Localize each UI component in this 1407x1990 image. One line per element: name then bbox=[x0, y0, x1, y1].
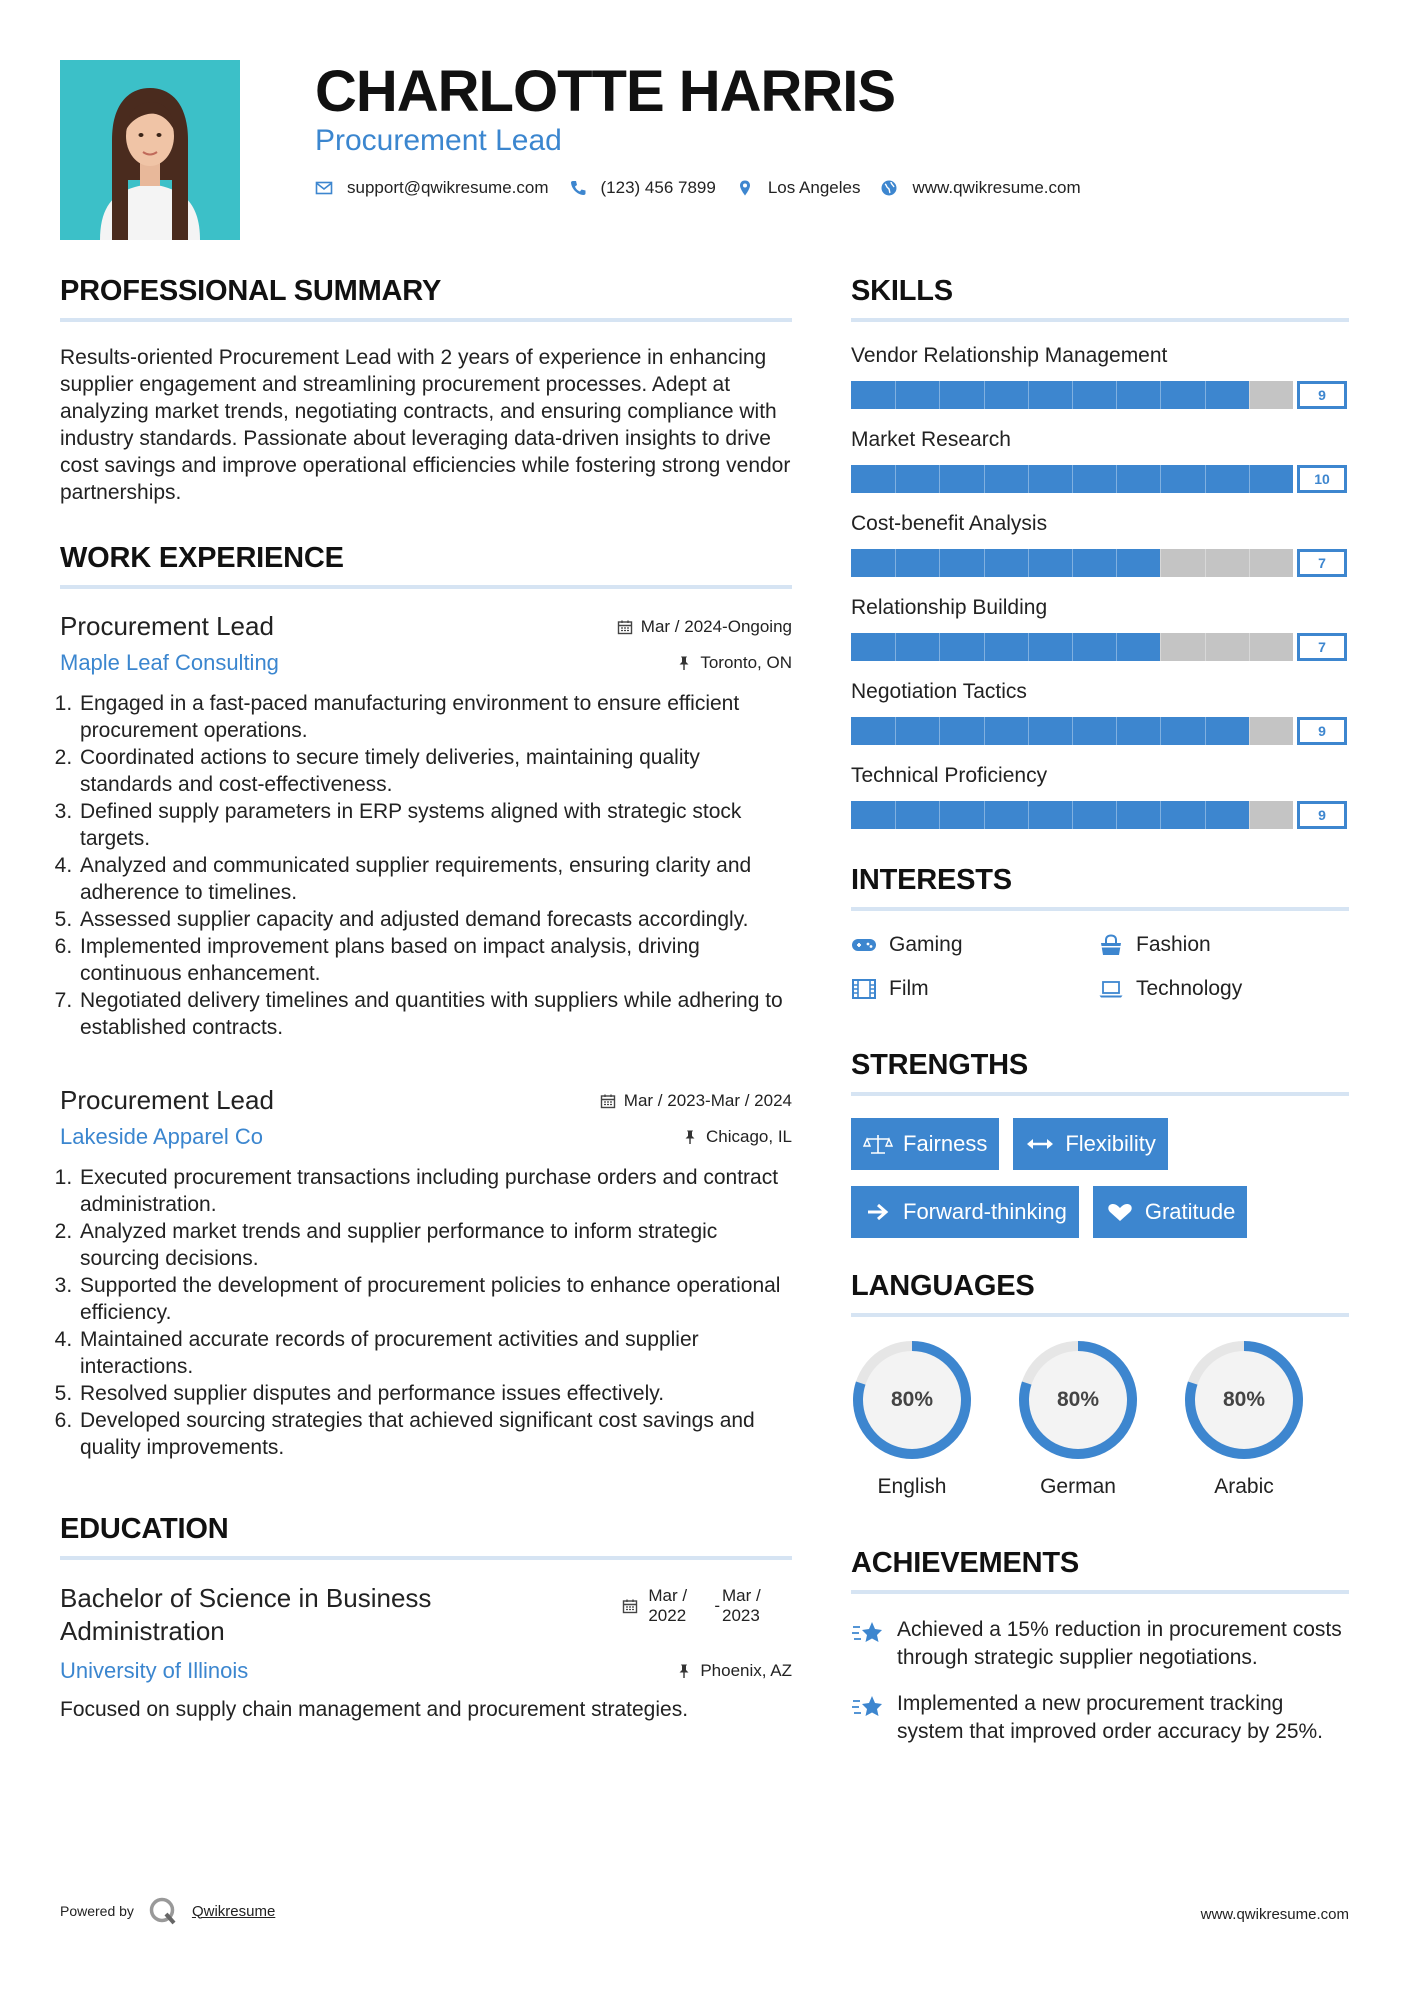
candidate-name: CHARLOTTE HARRIS bbox=[315, 59, 896, 124]
degree-title: Bachelor of Science in Business Administration bbox=[60, 1583, 432, 1646]
skill-bar-segment bbox=[1072, 717, 1073, 745]
skill-bar-segment bbox=[1205, 633, 1206, 661]
job-bullet: 2. Analyzed market trends and supplier performance to inform strategic sourcing decisions. bbox=[78, 1218, 792, 1272]
skill-bar-segment bbox=[895, 801, 896, 829]
interest-item bbox=[1098, 933, 1345, 957]
skill-name: Cost-benefit Analysis bbox=[851, 512, 1048, 535]
contact-bar bbox=[315, 178, 1101, 198]
company-name: Maple Leaf Consulting bbox=[60, 650, 279, 675]
job-dates bbox=[600, 1091, 792, 1111]
interests-title: INTERESTS bbox=[851, 864, 1349, 911]
job-location bbox=[676, 653, 792, 673]
skill-bar-segment bbox=[939, 465, 940, 493]
interest-label: Technology bbox=[1136, 977, 1243, 1000]
skill-bar-segment bbox=[1116, 717, 1117, 745]
skill-bar-segment bbox=[1116, 801, 1117, 829]
skill-level-badge: 9 bbox=[1297, 717, 1347, 745]
skill-bar-segment bbox=[1116, 633, 1117, 661]
skill-bar-segment bbox=[1160, 381, 1161, 409]
skill-item bbox=[851, 428, 1349, 494]
interest-item bbox=[1098, 977, 1345, 1001]
interest-item bbox=[851, 977, 1098, 1001]
skill-bar-segment bbox=[984, 801, 985, 829]
skill-bar-segment bbox=[1160, 465, 1161, 493]
contact-email[interactable] bbox=[315, 178, 549, 198]
achievement-item bbox=[851, 1690, 1349, 1746]
contact-email-text: support@qwikresume.com bbox=[347, 178, 549, 197]
strength-tag bbox=[851, 1186, 1079, 1238]
right-column bbox=[851, 275, 1349, 1764]
edu-start-month: Mar / bbox=[648, 1586, 688, 1605]
skill-bar-segment bbox=[1116, 549, 1117, 577]
skill-level-badge: 9 bbox=[1297, 381, 1347, 409]
job-bullet: 1. Executed procurement transactions including purchase orders and contract administration. bbox=[78, 1164, 792, 1218]
profile-photo bbox=[60, 60, 240, 240]
skill-bar-fill bbox=[851, 381, 1249, 409]
contact-website-text: www.qwikresume.com bbox=[912, 178, 1081, 197]
skill-bar-segment bbox=[1028, 633, 1029, 661]
contact-location-text: Los Angeles bbox=[767, 178, 861, 197]
education-location bbox=[676, 1661, 792, 1681]
pushpin-icon bbox=[676, 655, 692, 671]
language-percent: 80% bbox=[1056, 1388, 1100, 1411]
skill-bar-segment bbox=[895, 381, 896, 409]
job-location-text: Chicago, IL bbox=[706, 1127, 792, 1146]
languages-list bbox=[851, 1339, 1349, 1499]
skill-bar-segment bbox=[939, 717, 940, 745]
skill-item bbox=[851, 680, 1349, 746]
shooting-star-icon bbox=[851, 1618, 885, 1648]
skill-bar-segment bbox=[895, 633, 896, 661]
contact-phone-text: (123) 456 7899 bbox=[600, 178, 716, 197]
skill-item bbox=[851, 596, 1349, 662]
edu-end-month: Mar / bbox=[722, 1586, 761, 1605]
calendar-icon bbox=[600, 1093, 616, 1109]
skill-bar-segment bbox=[1249, 549, 1250, 577]
candidate-role: Procurement Lead bbox=[315, 124, 562, 157]
school-name: University of Illinois bbox=[60, 1658, 249, 1683]
language-ring bbox=[851, 1339, 973, 1461]
language-percent: 80% bbox=[890, 1388, 934, 1411]
education-entry bbox=[60, 1582, 792, 1723]
achievements-title: ACHIEVEMENTS bbox=[851, 1547, 1349, 1594]
skill-bar-track bbox=[851, 465, 1293, 493]
job-title: Procurement Lead bbox=[60, 1085, 274, 1115]
shopping-bag-icon bbox=[1098, 934, 1124, 956]
education-title: EDUCATION bbox=[60, 1513, 792, 1560]
language-item bbox=[1017, 1339, 1183, 1499]
interest-item bbox=[851, 933, 1098, 957]
skill-bar-segment bbox=[1205, 465, 1206, 493]
skill-level-badge: 7 bbox=[1297, 633, 1347, 661]
strength-tag bbox=[1093, 1186, 1248, 1238]
skill-bar-segment bbox=[1028, 465, 1029, 493]
job-bullet: 7. Negotiated delivery timelines and quantities with suppliers while adhering to established contracts. bbox=[78, 987, 792, 1041]
skill-bar-track bbox=[851, 549, 1293, 577]
pushpin-icon bbox=[676, 1663, 692, 1679]
globe-icon bbox=[880, 179, 898, 197]
laptop-icon bbox=[1098, 978, 1124, 1000]
skill-bar-segment bbox=[939, 549, 940, 577]
strength-label: Gratitude bbox=[1144, 1199, 1236, 1224]
skill-bar-segment bbox=[984, 633, 985, 661]
pushpin-icon bbox=[682, 1129, 698, 1145]
skill-bar-segment bbox=[984, 717, 985, 745]
arrows-horizontal-icon bbox=[1025, 1133, 1055, 1155]
language-name: German bbox=[1040, 1475, 1116, 1498]
language-ring bbox=[1017, 1339, 1139, 1461]
skill-bar-segment bbox=[1072, 549, 1073, 577]
skill-bar-track bbox=[851, 801, 1293, 829]
skill-bar-segment bbox=[895, 465, 896, 493]
achievement-text: Implemented a new procurement tracking system that improved order accuracy by 25%. bbox=[897, 1692, 1324, 1743]
skill-bar-segment bbox=[939, 381, 940, 409]
skill-bar-segment bbox=[939, 633, 940, 661]
footer-powered-text: Powered by bbox=[60, 1903, 134, 1919]
skill-item bbox=[851, 512, 1349, 578]
skill-level-badge: 9 bbox=[1297, 801, 1347, 829]
interest-label: Film bbox=[889, 977, 929, 1000]
skill-bar-fill bbox=[851, 717, 1249, 745]
skill-bar-segment bbox=[984, 381, 985, 409]
job-bullet: 6. Implemented improvement plans based on impact analysis, driving continuous enhancement. bbox=[78, 933, 792, 987]
edu-end-year: 2023 bbox=[722, 1606, 760, 1625]
skill-level-badge: 7 bbox=[1297, 549, 1347, 577]
skill-name: Relationship Building bbox=[851, 596, 1048, 619]
skill-item bbox=[851, 764, 1349, 830]
job-dates bbox=[617, 617, 792, 637]
education-dates bbox=[622, 1586, 792, 1626]
skill-bar-segment bbox=[1160, 717, 1161, 745]
phone-icon bbox=[569, 179, 587, 197]
interest-label: Gaming bbox=[889, 933, 963, 956]
skill-bar-segment bbox=[1160, 801, 1161, 829]
job-1 bbox=[60, 611, 792, 1041]
job-title: Procurement Lead bbox=[60, 611, 274, 641]
skill-level-badge: 10 bbox=[1297, 465, 1347, 493]
skill-bar-segment bbox=[1072, 381, 1073, 409]
skill-bar-segment bbox=[1028, 549, 1029, 577]
heart-icon bbox=[1105, 1201, 1135, 1223]
footer-powered-by bbox=[60, 1896, 275, 1926]
job-location bbox=[682, 1127, 792, 1147]
job-bullet: 1. Engaged in a fast-paced manufacturing environment to ensure efficient procurement operations. bbox=[78, 690, 792, 744]
skill-bar-segment bbox=[1028, 381, 1029, 409]
skill-bar-segment bbox=[1072, 633, 1073, 661]
skill-bar-segment bbox=[984, 549, 985, 577]
education-location-text: Phoenix, AZ bbox=[700, 1661, 792, 1680]
strengths-list bbox=[851, 1118, 1349, 1238]
skill-bar-segment bbox=[1116, 465, 1117, 493]
contact-phone[interactable] bbox=[569, 178, 716, 198]
language-item bbox=[1183, 1339, 1349, 1499]
interest-label: Fashion bbox=[1136, 933, 1211, 956]
qwikresume-logo-icon bbox=[148, 1896, 178, 1926]
skill-bar-segment bbox=[1205, 549, 1206, 577]
footer-website[interactable]: www.qwikresume.com bbox=[1200, 1906, 1349, 1923]
skill-bar-segment bbox=[1249, 717, 1250, 745]
skill-bar-segment bbox=[1072, 801, 1073, 829]
summary-text: Results-oriented Procurement Lead with 2 years of experience in enhancing supplier engagement and streamlining procurement processes. Adept at analyzing market trends, negotiating contracts, and ensuring compliance with industry standards. Passionate about leveraging data-driven insights to drive cost savings and improve operational efficiencies while fostering strong vendor partnerships. bbox=[60, 346, 791, 504]
footer-brand-link[interactable]: Qwikresume bbox=[191, 1902, 276, 1920]
skills-list bbox=[851, 344, 1349, 830]
skill-bar-fill bbox=[851, 801, 1249, 829]
strength-tag bbox=[851, 1118, 999, 1170]
calendar-icon bbox=[617, 619, 633, 635]
skill-bar-segment bbox=[895, 549, 896, 577]
skill-bar-track bbox=[851, 717, 1293, 745]
language-percent: 80% bbox=[1222, 1388, 1266, 1411]
skill-name: Market Research bbox=[851, 428, 1011, 451]
skill-bar-track bbox=[851, 633, 1293, 661]
skill-bar-segment bbox=[1160, 549, 1161, 577]
calendar-icon bbox=[622, 1598, 638, 1614]
skills-title: SKILLS bbox=[851, 275, 1349, 322]
skill-name: Negotiation Tactics bbox=[851, 680, 1027, 703]
skill-bar-fill bbox=[851, 633, 1160, 661]
job-bullet: 2. Coordinated actions to secure timely deliveries, maintaining quality standards and cost-effectiveness. bbox=[78, 744, 792, 798]
strength-label: Flexibility bbox=[1065, 1131, 1156, 1156]
language-name: English bbox=[877, 1475, 947, 1498]
skill-bar-segment bbox=[1249, 381, 1250, 409]
language-ring bbox=[1183, 1339, 1305, 1461]
achievement-text: Achieved a 15% reduction in procurement costs through strategic supplier negotiations. bbox=[897, 1618, 1342, 1669]
skill-bar-segment bbox=[1249, 801, 1250, 829]
skill-name: Vendor Relationship Management bbox=[851, 344, 1168, 367]
job-bullet: 6. Developed sourcing strategies that achieved significant cost savings and quality improvements. bbox=[78, 1407, 792, 1461]
job-dates-text: Mar / 2024-Ongoing bbox=[640, 617, 792, 636]
skill-bar-segment bbox=[1072, 465, 1073, 493]
language-name: Arabic bbox=[1214, 1475, 1274, 1498]
education-description: Focused on supply chain management and procurement strategies. bbox=[60, 1698, 689, 1721]
job-location-text: Toronto, ON bbox=[700, 653, 792, 672]
strength-label: Fairness bbox=[903, 1131, 988, 1156]
edu-date-separator: - bbox=[714, 1596, 720, 1615]
strength-tag bbox=[1013, 1118, 1167, 1170]
left-column bbox=[60, 275, 792, 1723]
envelope-icon bbox=[315, 179, 333, 197]
contact-website[interactable] bbox=[880, 178, 1080, 198]
skill-bar-segment bbox=[1160, 633, 1161, 661]
skill-bar-segment bbox=[939, 801, 940, 829]
experience-title: WORK EXPERIENCE bbox=[60, 542, 792, 589]
contact-location bbox=[736, 178, 861, 198]
languages-title: LANGUAGES bbox=[851, 1270, 1349, 1317]
job-bullet: 5. Resolved supplier disputes and performance issues effectively. bbox=[78, 1380, 792, 1407]
job-bullet: 5. Assessed supplier capacity and adjusted demand forecasts accordingly. bbox=[78, 906, 792, 933]
skill-bar-segment bbox=[1205, 717, 1206, 745]
skill-bar-segment bbox=[1116, 381, 1117, 409]
job-bullet: 3. Supported the development of procurement policies to enhance operational efficiency. bbox=[78, 1272, 792, 1326]
edu-start-year: 2022 bbox=[648, 1606, 687, 1625]
job-bullets bbox=[60, 690, 792, 1041]
skill-bar-segment bbox=[1249, 465, 1250, 493]
strengths-title: STRENGTHS bbox=[851, 1049, 1349, 1096]
skill-bar-segment bbox=[1205, 381, 1206, 409]
skill-bar-segment bbox=[1249, 633, 1250, 661]
skill-bar-track bbox=[851, 381, 1293, 409]
achievement-item bbox=[851, 1616, 1349, 1672]
skill-name: Technical Proficiency bbox=[851, 764, 1048, 787]
company-name: Lakeside Apparel Co bbox=[60, 1124, 264, 1149]
skill-bar-segment bbox=[1205, 801, 1206, 829]
job-2 bbox=[60, 1085, 792, 1461]
summary-title: PROFESSIONAL SUMMARY bbox=[60, 275, 792, 322]
job-bullet: 4. Maintained accurate records of procurement activities and supplier interactions. bbox=[78, 1326, 792, 1380]
job-bullet: 3. Defined supply parameters in ERP systems aligned with strategic stock targets. bbox=[78, 798, 792, 852]
job-bullet: 4. Analyzed and communicated supplier requirements, ensuring clarity and adherence to timelines. bbox=[78, 852, 792, 906]
interests-list bbox=[851, 933, 1349, 1001]
strength-label: Forward-thinking bbox=[903, 1199, 1067, 1224]
skill-bar-segment bbox=[1028, 801, 1029, 829]
gamepad-icon bbox=[851, 934, 877, 956]
film-icon bbox=[851, 978, 877, 1000]
map-pin-icon bbox=[736, 179, 754, 197]
skill-item bbox=[851, 344, 1349, 410]
job-bullets bbox=[60, 1164, 792, 1461]
skill-bar-fill bbox=[851, 549, 1160, 577]
language-item bbox=[851, 1339, 1017, 1499]
skill-bar-segment bbox=[1028, 717, 1029, 745]
profile-photo-illustration bbox=[60, 60, 240, 240]
shooting-star-icon bbox=[851, 1692, 885, 1722]
job-dates-text: Mar / 2023-Mar / 2024 bbox=[623, 1091, 792, 1110]
balance-scale-icon bbox=[863, 1133, 893, 1155]
skill-bar-segment bbox=[895, 717, 896, 745]
skill-bar-segment bbox=[984, 465, 985, 493]
arrow-right-icon bbox=[863, 1201, 893, 1223]
